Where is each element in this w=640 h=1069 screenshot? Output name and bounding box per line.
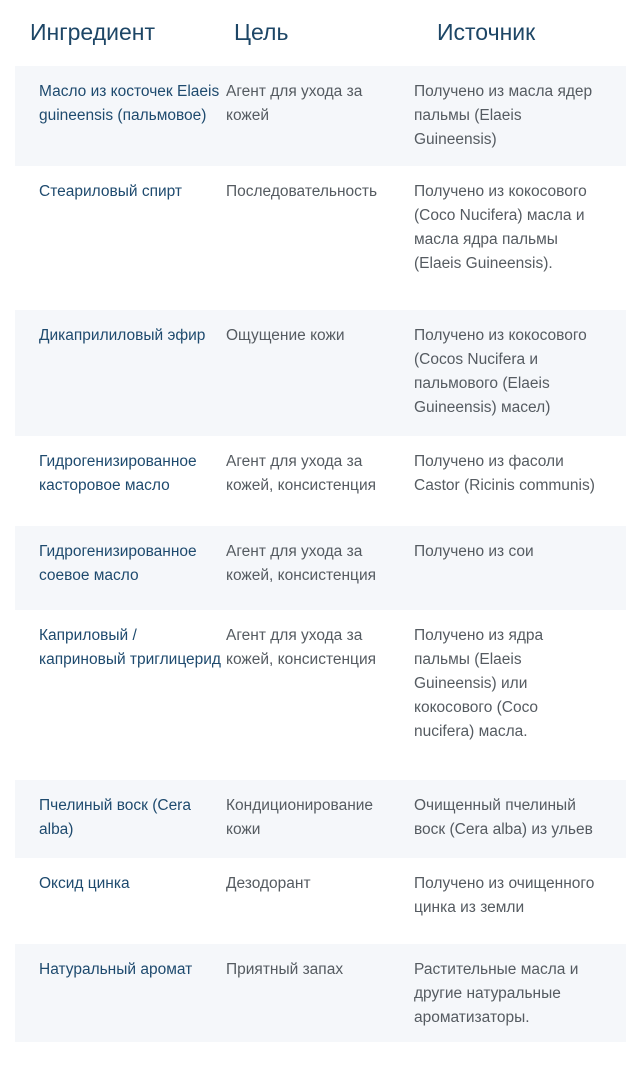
cell-text-line: Guineensis) или: [414, 675, 528, 692]
source-cell: [414, 540, 619, 564]
source-cell: [414, 624, 619, 744]
cell-text-line: Получено из масла ядер: [414, 83, 593, 100]
source-cell: [414, 80, 619, 152]
cell-text-line: каприновый триглицерид: [39, 651, 221, 668]
cell-text-line: кожей, консистенция: [226, 567, 376, 584]
cell-text-line: Агент для ухода за: [226, 627, 363, 644]
ingredient-cell: [39, 180, 234, 204]
source-cell: [414, 958, 619, 1030]
cell-text-line: цинка из земли: [414, 899, 525, 916]
source-cell: [414, 450, 619, 498]
source-cell: [414, 872, 619, 920]
header-source: Источник: [437, 19, 536, 45]
cell-text-line: guineensis (пальмовое): [39, 107, 207, 124]
cell-text-line: Получено из кокосового: [414, 327, 587, 344]
cell-text-line: кожей, консистенция: [226, 651, 376, 668]
source-cell: [414, 324, 619, 420]
ingredient-cell: [39, 80, 234, 128]
cell-text-line: Каприловый /: [39, 627, 137, 644]
table-row: [15, 858, 626, 944]
cell-text-line: Guineensis) масел): [414, 399, 551, 416]
ingredient-cell: [39, 872, 234, 896]
purpose-cell: [226, 624, 406, 672]
cell-text-line: воск (Cera alba) из ульев: [414, 821, 593, 838]
purpose-cell: [226, 872, 406, 896]
cell-text-line: кожей, консистенция: [226, 477, 376, 494]
purpose-cell: [226, 794, 406, 842]
cell-text-line: (Coco Nucifera) масла и: [414, 207, 585, 224]
cell-text-line: ароматизаторы.: [414, 1009, 530, 1026]
cell-text-line: Растительные масла и: [414, 961, 579, 978]
table-row: [15, 526, 626, 610]
cell-text-line: кожей: [226, 107, 270, 124]
cell-text-line: Получено из фасоли: [414, 453, 564, 470]
cell-text-line: пальмы (Elaeis: [414, 107, 522, 124]
table-body: [0, 66, 640, 1042]
cell-text-line: Агент для ухода за: [226, 453, 363, 470]
cell-text-line: пальмового (Elaeis: [414, 375, 550, 392]
header-purpose: Цель: [234, 19, 289, 45]
table-header: [0, 0, 640, 66]
table-row: [15, 944, 626, 1042]
table-row: [15, 166, 626, 310]
cell-text-line: Стеариловый спирт: [39, 183, 182, 200]
cell-text-line: кокосового (Coco: [414, 699, 538, 716]
header-ingredient: Ингредиент: [30, 19, 155, 45]
cell-text-line: Ощущение кожи: [226, 327, 345, 344]
ingredient-cell: [39, 324, 234, 348]
cell-text-line: Агент для ухода за: [226, 83, 363, 100]
cell-text-line: (Elaeis Guineensis).: [414, 255, 553, 272]
purpose-cell: [226, 450, 406, 498]
cell-text-line: Дезодорант: [226, 875, 311, 892]
cell-text-line: alba): [39, 821, 74, 838]
purpose-cell: [226, 80, 406, 128]
cell-text-line: Guineensis): [414, 131, 497, 148]
cell-text-line: Очищенный пчелиный: [414, 797, 576, 814]
cell-text-line: Пчелиный воск (Cera: [39, 797, 191, 814]
cell-text-line: масла ядра пальмы: [414, 231, 558, 248]
cell-text-line: Оксид цинка: [39, 875, 130, 892]
cell-text-line: Получено из кокосового: [414, 183, 587, 200]
table-row: [15, 780, 626, 858]
source-cell: [414, 794, 619, 842]
purpose-cell: [226, 958, 406, 982]
table-row: [15, 610, 626, 780]
cell-text-line: Приятный запах: [226, 961, 344, 978]
cell-text-line: Гидрогенизированное: [39, 543, 197, 560]
cell-text-line: Получено из сои: [414, 543, 534, 560]
ingredient-cell: [39, 958, 234, 982]
cell-text-line: Агент для ухода за: [226, 543, 363, 560]
table-row: [15, 310, 626, 436]
cell-text-line: кожи: [226, 821, 261, 838]
table-row: [15, 436, 626, 526]
ingredient-cell: [39, 624, 234, 672]
ingredient-cell: [39, 450, 234, 498]
cell-text-line: Получено из очищенного: [414, 875, 595, 892]
cell-text-line: Последовательность: [226, 183, 378, 200]
ingredient-cell: [39, 794, 234, 842]
cell-text-line: Получено из ядра: [414, 627, 544, 644]
ingredient-cell: [39, 540, 234, 588]
table-row: [15, 66, 626, 166]
cell-text-line: Гидрогенизированное: [39, 453, 197, 470]
cell-text-line: nucifera) масла.: [414, 723, 528, 740]
cell-text-line: Кондиционирование: [226, 797, 374, 814]
cell-text-line: (Cocos Nucifera и: [414, 351, 539, 368]
purpose-cell: [226, 540, 406, 588]
purpose-cell: [226, 180, 406, 204]
cell-text-line: касторовое масло: [39, 477, 170, 494]
cell-text-line: Масло из косточек Elaeis: [39, 83, 220, 100]
cell-text-line: Дикаприлиловый эфир: [39, 327, 206, 344]
cell-text-line: соевое масло: [39, 567, 139, 584]
source-cell: [414, 180, 619, 276]
cell-text-line: другие натуральные: [414, 985, 561, 1002]
cell-text-line: Натуральный аромат: [39, 961, 193, 978]
cell-text-line: пальмы (Elaeis: [414, 651, 522, 668]
purpose-cell: [226, 324, 406, 348]
cell-text-line: Castor (Ricinis communis): [414, 477, 595, 494]
